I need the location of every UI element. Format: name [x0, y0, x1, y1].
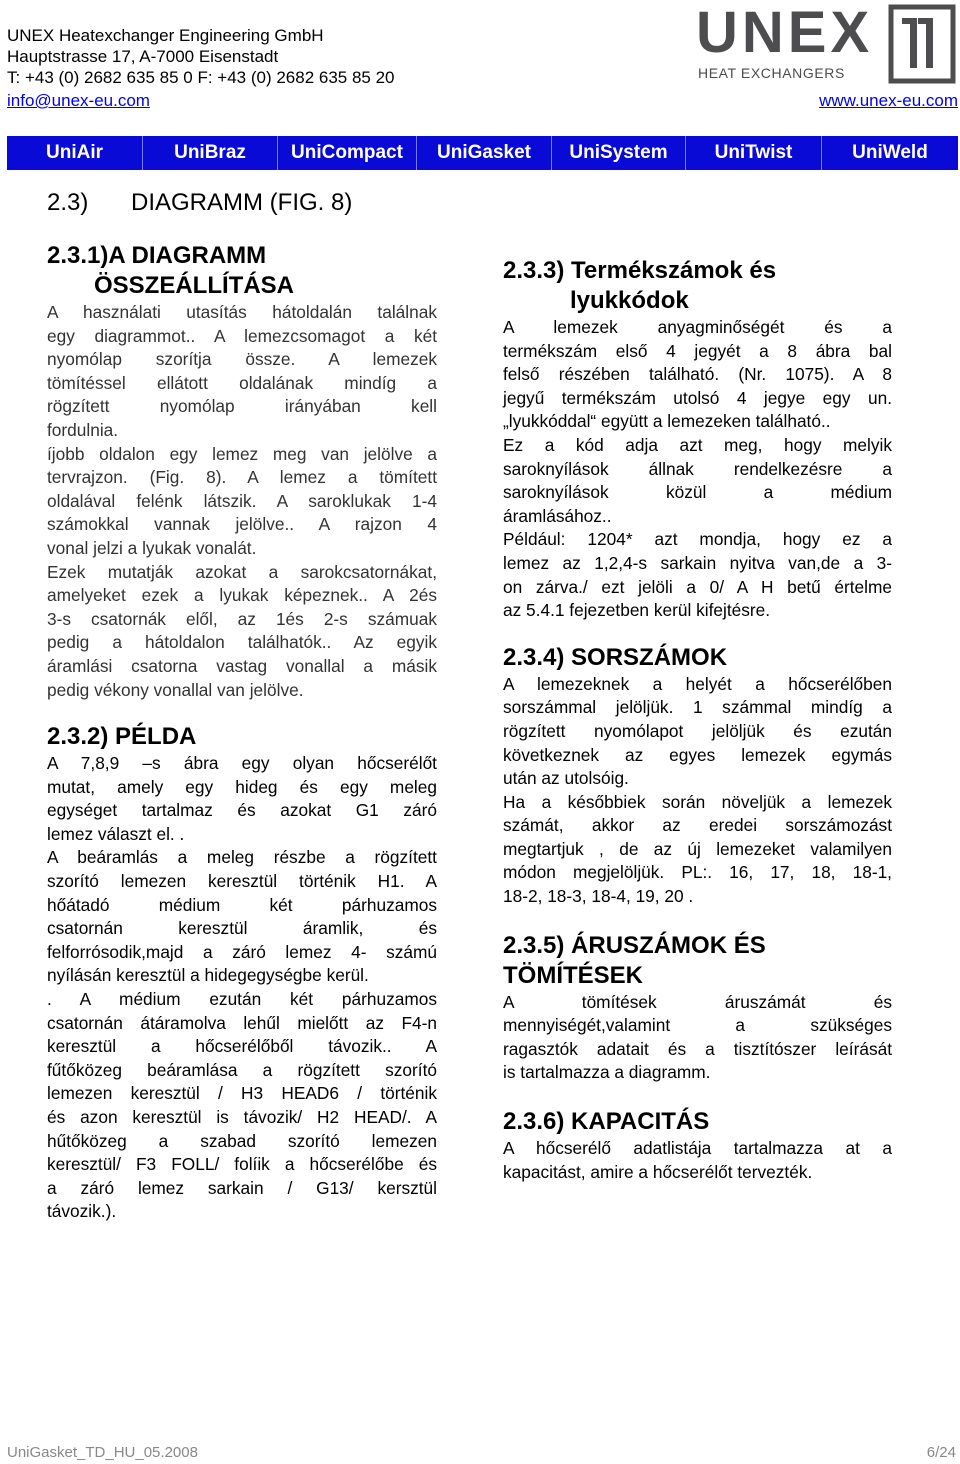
paragraph-line: ragasztók adatait és a tisztítószer leírását: [503, 1038, 892, 1059]
paragraph-line: lemez az 1,2,4-s sarkain nyitva van,de a 3-: [503, 552, 892, 573]
paragraph-line: A hőcserélő adatlistája tartalmazza at a: [503, 1138, 892, 1159]
paragraph-line: távozik.).: [47, 1201, 117, 1222]
paragraph-line: tervrajzon. (Fig. 8). A lemez a tömített: [47, 467, 437, 488]
paragraph-line: vonal jelzi a lyukak vonalát.: [47, 537, 257, 558]
paragraph-line: lemezen keresztül / H3 HEAD6 / történik: [47, 1083, 437, 1104]
paragraph-line: keresztül a hőcserélőből távozik.. A: [47, 1036, 437, 1057]
paragraph-line: következnek az egyes lemezek egymás: [503, 744, 892, 765]
nav-item-unisystem[interactable]: UniSystem: [552, 136, 686, 170]
paragraph-line: A lemezek anyagminőségét és a: [503, 317, 892, 337]
paragraph-line: sorszámmal jelöljük. 1 számmal mindíg a: [503, 697, 892, 718]
paragraph-line: felforrósodik,majd a záró lemez 4- számú: [47, 941, 437, 962]
section-2-3-4-body: [503, 673, 892, 909]
email-link[interactable]: info@unex-eu.com: [7, 91, 150, 110]
paragraph-line: fordulnia.: [47, 419, 119, 440]
company-name: UNEX Heatexchanger Engineering GmbH: [7, 26, 324, 45]
section-2-3-3-title-line2: lyukkódok: [570, 287, 689, 314]
paragraph-line: áramlásához..: [503, 505, 612, 526]
section-2-3-5-title: [503, 931, 892, 991]
paragraph-line: Ha a későbbiek során növeljük a lemezek: [503, 791, 892, 812]
paragraph-line: rögzített nyomólap irányában kell: [47, 396, 437, 417]
paragraph-line: csatornán átáramolva lehűl mielőtt az F4-n: [47, 1012, 437, 1033]
paragraph-line: amelyeket ezek a lyukak képeznek.. A 2és: [47, 585, 437, 606]
paragraph-line: áramlási csatorna vastag vonallal a másik: [47, 655, 437, 676]
nav-item-uniweld[interactable]: UniWeld: [852, 142, 928, 163]
section-2-3-2: [47, 722, 437, 1224]
section-2-3-1-title-line1: 2.3.1)A DIAGRAMM: [47, 242, 267, 269]
section-2-3-3-title-line1: 2.3.3) Termékszámok és: [503, 257, 777, 284]
paragraph-line: módon megjelöljük. PL:. 16, 17, 18, 18-1,: [503, 862, 892, 883]
paragraph-line: a záró lemez sarkain / G13/ kersztül: [47, 1177, 437, 1198]
paragraph-line: rögzített nyomólapot jelöljük és ezután: [503, 720, 892, 741]
paragraph-line: egy diagrammot.. A lemezcsomagot a két: [47, 325, 437, 346]
paragraph-line: saroknyílások állnak rendelkezésre a: [503, 458, 892, 479]
paragraph-line: számát, akkor az eredei sorszámozást: [503, 815, 892, 836]
right-column: [503, 256, 892, 1184]
paragraph-line: nyílásán keresztül a hidegegységbe kerül.: [47, 965, 369, 986]
unex-logo-icon: [888, 4, 956, 84]
company-address: Hauptstrasse 17, A-7000 Eisenstadt: [7, 47, 279, 66]
footer-doc-code: UniGasket_TD_HU_05.2008: [7, 1444, 198, 1461]
paragraph-line: hőátadó médium két párhuzamos: [47, 894, 437, 915]
section-2-3-5-title-line1: 2.3.5) ÁRUSZÁMOK ÉS: [503, 931, 766, 959]
paragraph-line: mutat, amely egy hideg és egy meleg: [47, 776, 437, 797]
paragraph-line: Például: 1204* azt mondja, hogy ez a: [503, 529, 892, 550]
paragraph-line: is tartalmazza a diagramm.: [503, 1062, 711, 1083]
section-2-3-6: [503, 1107, 892, 1184]
section-2-3-4: [503, 643, 892, 909]
logo-subtitle: HEAT EXCHANGERS: [698, 65, 845, 81]
paragraph-line: mennyiségét,valamint a szükséges: [503, 1015, 892, 1036]
section-2-3-1-body: [47, 301, 437, 702]
paragraph-line: saroknyílások közül a médium: [503, 482, 892, 503]
nav-item-unitwist[interactable]: UniTwist: [686, 136, 822, 170]
paragraph-line: tömítéssel ellátott oldalának mindíg a: [47, 372, 437, 393]
paragraph-line: jegyű termékszám utolsó 4 jegye egy un.: [503, 387, 892, 408]
section-2-3-5-title-line2: TÖMÍTÉSEK: [503, 961, 644, 989]
paragraph-line: pedig a hátoldalon találhatók.. Az egyik: [47, 632, 437, 653]
section-2-3-6-title: 2.3.6) KAPACITÁS: [503, 1108, 710, 1136]
section-2-3-1-title: [47, 241, 437, 301]
page-heading-number: 2.3): [47, 189, 89, 216]
paragraph-line: után az utolsóig.: [503, 768, 629, 789]
section-2-3-3-title: [503, 256, 892, 316]
paragraph-line: nyomólap szorítja össze. A lemezek: [47, 349, 437, 370]
paragraph-line: az 5.4.1 fejezetben kerül kifejtésre.: [503, 600, 771, 621]
unex-logo: [696, 2, 960, 84]
section-2-3-5: [503, 931, 892, 1085]
section-2-3-2-body: [47, 752, 437, 1224]
paragraph-line: csatornán keresztül áramlik, és: [47, 918, 437, 939]
paragraph-line: Ezek mutatják azokat a sarokcsatornákat,: [47, 561, 437, 582]
paragraph-line: pedig vékony vonallal van jelölve.: [47, 679, 304, 700]
paragraph-line: keresztül/ F3 FOLL/ folíik a hőcserélőbe és: [47, 1154, 437, 1175]
paragraph-line: lemez választ el. .: [47, 823, 185, 844]
paragraph-line: számokkal vannak jelölve.. A rajzon 4: [47, 514, 437, 535]
paragraph-line: A 7,8,9 –s ábra egy olyan hőcserélőt: [47, 753, 437, 774]
company-phone-fax: T: +43 (0) 2682 635 85 0 F: +43 (0) 2682 635 85 20: [7, 68, 395, 87]
website-link[interactable]: www.unex-eu.com: [819, 91, 958, 110]
page-heading: [47, 188, 352, 218]
paragraph-line: 18-2, 18-3, 18-4, 19, 20 .: [503, 886, 694, 907]
section-2-3-6-body: [503, 1137, 892, 1184]
paragraph-line: on zárva./ ezt jelöli a 0/ A H betű értelme: [503, 576, 892, 597]
paragraph-line: Ez a kód adja azt meg, hogy melyik: [503, 434, 892, 455]
paragraph-line: A használati utasítás hátoldalán találnak: [47, 302, 437, 322]
page-heading-title: DIAGRAMM (FIG. 8): [131, 189, 353, 216]
section-2-3-1: [47, 241, 437, 702]
paragraph-line: A tömítések áruszámát és: [503, 991, 892, 1012]
section-2-3-1-title-line2: ÖSSZEÁLLÍTÁSA: [94, 272, 295, 299]
nav-item-unibraz[interactable]: UniBraz: [143, 136, 278, 170]
section-2-3-3-body: [503, 316, 892, 623]
paragraph-line: A beáramlás a meleg részbe a rögzített: [47, 847, 437, 868]
paragraph-line: íjobb oldalon egy lemez meg van jelölve a: [47, 443, 437, 464]
paragraph-line: megtartjuk , de az új lemezeket valamilyen: [503, 838, 892, 859]
section-2-3-5-body: [503, 991, 892, 1085]
paragraph-line: fűtőközeg beáramlása a rögzített szorító: [47, 1059, 437, 1080]
paragraph-line: hűtőközeg a szabad szorító lemezen: [47, 1130, 437, 1151]
nav-item-uniair[interactable]: UniAir: [7, 136, 143, 170]
paragraph-line: kapacitást, amire a hőcserélőt tervezték.: [503, 1161, 813, 1182]
left-column: [47, 241, 437, 1224]
section-2-3-2-title: 2.3.2) PÉLDA: [47, 723, 197, 751]
paragraph-line: felső részében található. (Nr. 1075). A 8: [503, 364, 892, 385]
paragraph-line: egységet tartalmaz és azokat G1 záró: [47, 800, 437, 821]
paragraph-line: és azon keresztül is távozik/ H2 HEAD/. A: [47, 1107, 437, 1127]
paragraph-line: 3-s csatornák elől, az 1és 2-s számuak: [47, 608, 437, 629]
logo-wordmark: UNEX: [696, 0, 874, 65]
section-2-3-3: [503, 256, 892, 623]
paragraph-line: . A médium ezután két párhuzamos: [47, 989, 437, 1010]
nav-item-unicompact[interactable]: UniCompact: [278, 136, 417, 170]
product-nav-bar: [7, 136, 958, 170]
paragraph-line: oldalával felénk látszik. A saroklukak 1-4: [47, 490, 437, 511]
paragraph-line: „lyukkóddal“ együtt a lemezeken található..: [503, 411, 831, 432]
paragraph-line: A lemezeknek a helyét a hőcserélőben: [503, 673, 892, 694]
paragraph-line: termékszám első 4 jegyét a 8 ábra bal: [503, 340, 892, 361]
paragraph-line: szorító lemezen keresztül történik H1. A: [47, 871, 437, 892]
footer-page-number: 6/24: [926, 1444, 956, 1461]
nav-item-unigasket[interactable]: UniGasket: [417, 136, 552, 170]
section-2-3-4-title: 2.3.4) SORSZÁMOK: [503, 643, 728, 671]
